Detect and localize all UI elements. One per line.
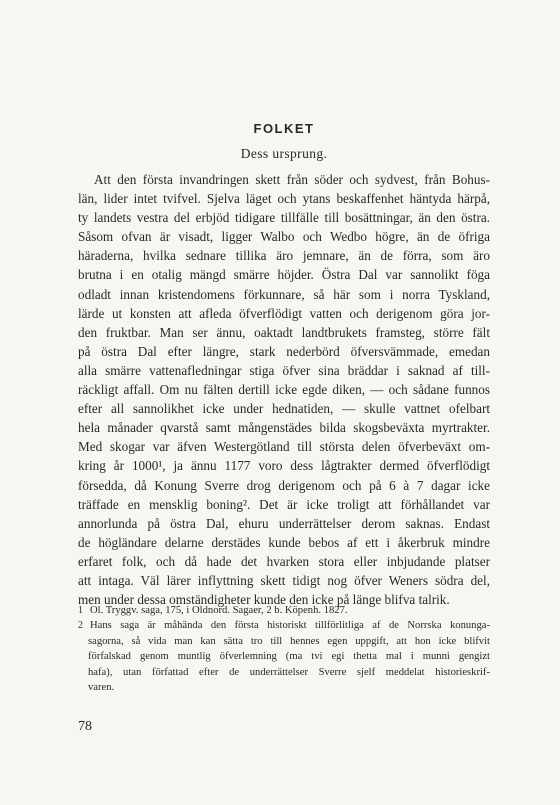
body-line: Att den första invandringen skett från söder och sydvest, från Bohus- <box>94 172 490 187</box>
footnote-text: varen. <box>88 681 115 693</box>
body-line: häraderna, hvilka sednare tillika äro jemnare, än de förra, som äro <box>78 248 490 264</box>
body-line: odladt innan kristendomens förkunnare, så här som i norra Tyskland, <box>78 286 490 302</box>
body-line: räckligt affall. Om nu fälten dertill icke egde diken, — och sådane funnos <box>78 382 490 398</box>
footnotes <box>78 603 490 695</box>
body-line: kring år 1000¹, ja ännu 1177 voro dess lågtrakter dermed öfverflödigt <box>78 458 490 474</box>
body-line: Såsom ofvan är visadt, ligger Walbo och Wedbo högre, än de öfriga <box>78 229 490 245</box>
body-line: de högländare delarne derstädes kunde bebos af ett i åkerbruk mindre <box>78 534 490 550</box>
body-line: att intaga. Väl lärer inflyttning skett tidigt nog öfver Weners södra del, <box>78 572 490 588</box>
body-line: ty landets vestra del erbjöd tidigare tillfälle till bosättningar, än den östra. <box>78 210 490 226</box>
footnote-line <box>78 680 490 695</box>
body-line: annorlunda på östra Dal, ehuru underrättelser derom saknas. Endast <box>78 515 490 531</box>
footnote-text: förfalskad genom muntlig öfverlemning (ma tvi egi thetta mal i munni gengizt <box>88 651 490 663</box>
footnote-marker: 1 <box>78 605 83 616</box>
body-line: erfaret folk, och då hade det hvarken stora eller inbjudande platser <box>78 553 490 569</box>
body-line: alla smärre vattenafledningar stiga öfver sina bräddar i saknad af till- <box>78 362 490 378</box>
body-line: på östra Dal efter längre, stark nederbörd öfversvämmade, emedan <box>78 343 490 359</box>
body-line: efter all sannolikhet icke under hednatiden, — skulle vattnet ofelbart <box>78 401 490 417</box>
body-line: Med skogar var äfven Westergötland till största delen öfverbeväxt om- <box>78 439 490 455</box>
footnote-text: Hans saga är måhända den första historiskt tillförlitliga af de Norrska konunga- <box>90 620 490 632</box>
footnote-text: sagorna, så vida man kan sätta tro till hennes egen uppgift, att hon icke blifvit <box>88 635 490 647</box>
body-line: träffade en mensklig boning². Det är icke troligt att förhållandet var <box>78 496 490 512</box>
body-line: län, lider intet tvifvel. Sjelva läget och ytans beskaffenhet häntyda härpå, <box>78 191 490 207</box>
section-subheading: Dess ursprung. <box>240 146 328 161</box>
page-number: 78 <box>78 719 92 734</box>
footnote-text: Ol. Tryggv. saga, 175, i Oldnord. Sagaer, 2 b. Köpenh. 1827. <box>90 605 348 616</box>
footnote-text: hafa), utan författad efter de underrättelser Sverre sjelf meddelat historieskrif- <box>88 666 490 678</box>
body-line: hela månader qvarstå samt mångenstädes bilda skogsbeväxta myrtrakter. <box>78 420 490 436</box>
body-line: den fruktbar. Man ser ännu, oaktadt landtbrukets framsteg, större fält <box>78 324 490 340</box>
footnote-line <box>78 649 490 664</box>
footnote-line <box>78 634 490 649</box>
footnote-line <box>78 603 490 618</box>
body-text <box>78 170 490 609</box>
chapter-heading: FOLKET <box>253 121 315 136</box>
body-line: lärde ut konsten att afleda öfverflödigt vatten och derigenom göra jor- <box>78 305 490 321</box>
footnote-marker: 2 <box>78 620 83 632</box>
body-line: brutna i en otalig mängd smärre höjder. Östra Dal var sannolikt föga <box>78 267 490 283</box>
body-line: men under dessa omständigheter kunde den icke på länge blifva talrik. <box>78 592 450 608</box>
footnote-line <box>78 618 490 633</box>
footnote-line <box>78 665 490 680</box>
document-page <box>78 0 490 805</box>
body-line: försedda, då Konung Sverre drog derigenom och på 6 à 7 dagar icke <box>78 477 490 493</box>
